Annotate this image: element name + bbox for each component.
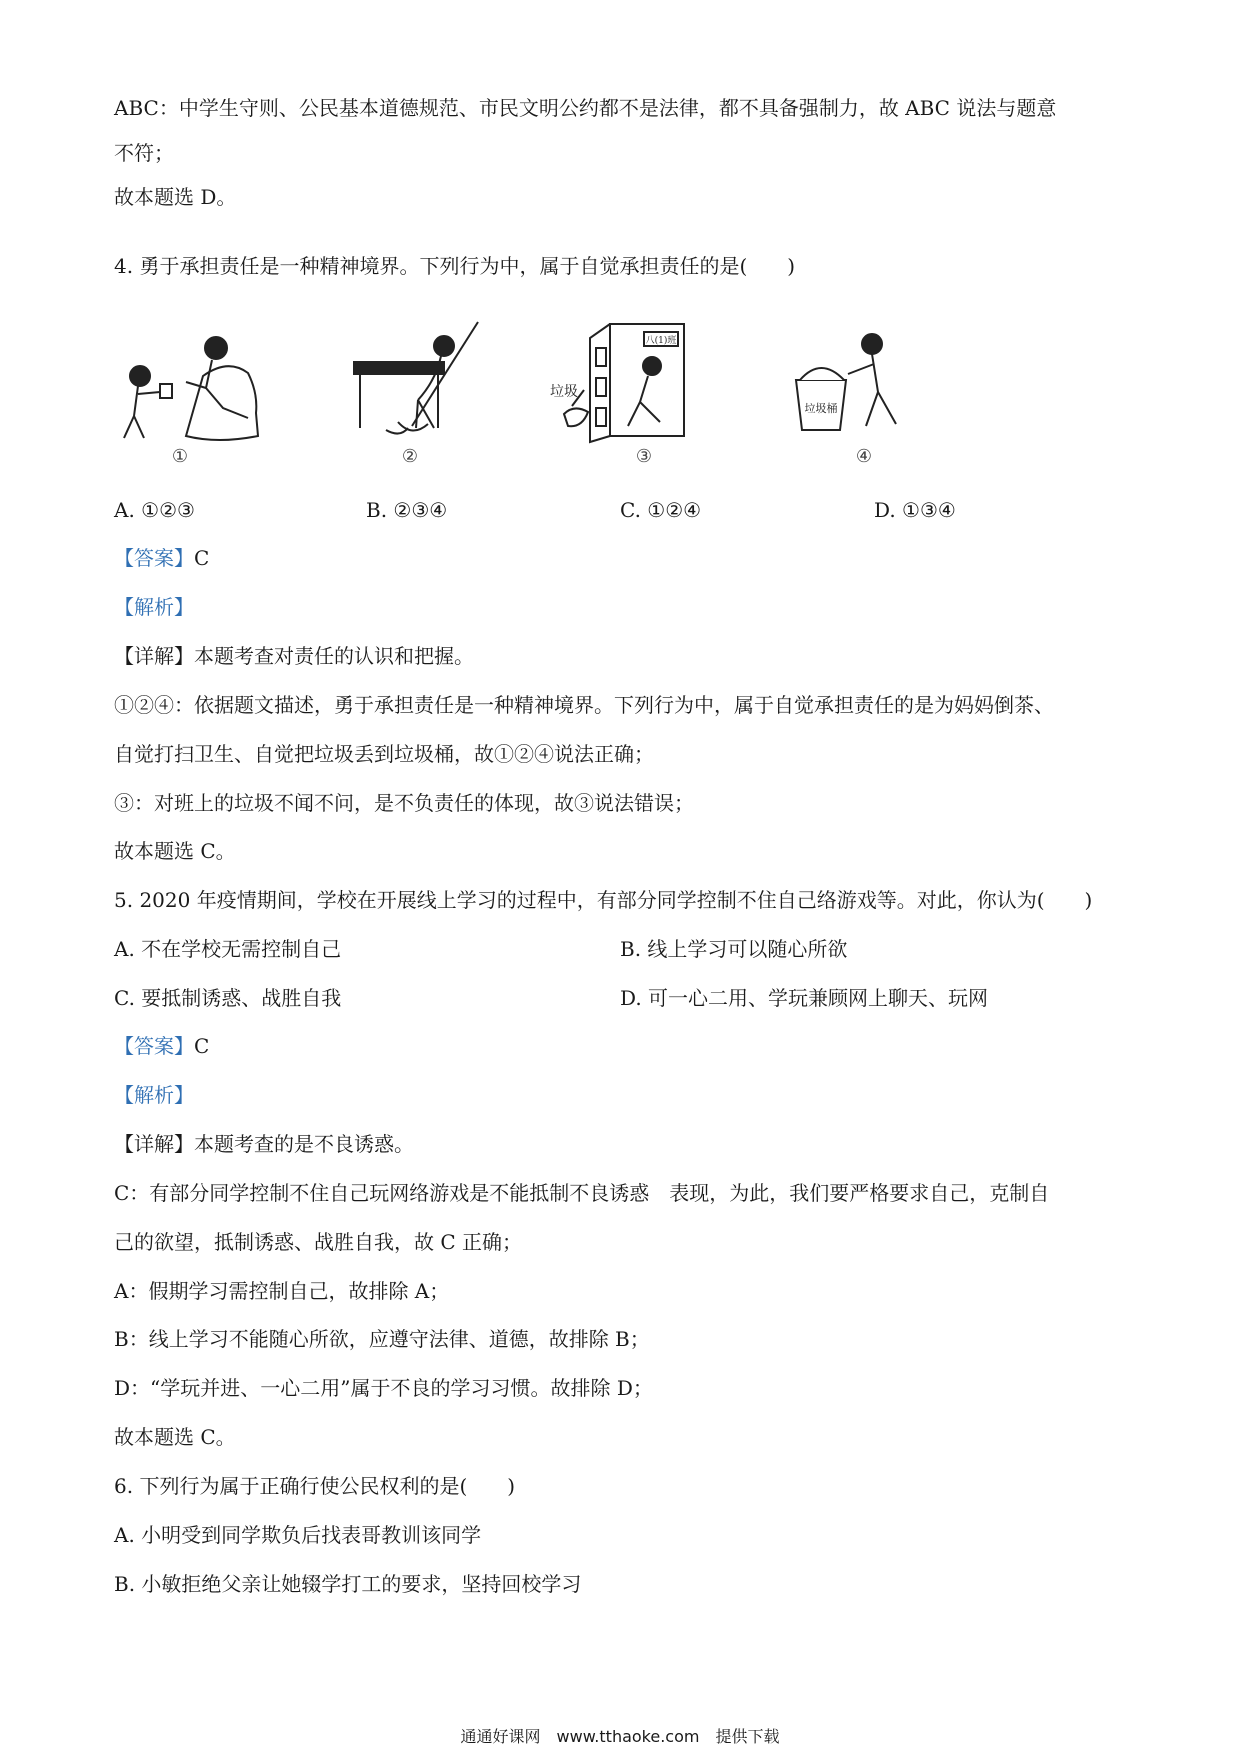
- q5-explanation: 己的欲望，抵制诱惑、战胜自我，故 C 正确；: [114, 1230, 523, 1254]
- q5-detail: [114, 1130, 414, 1158]
- explanation-line: ABC：中学生守则、公民基本道德规范、市民文明公约都不是法律，都不具备强制力，故 ABC 说法与题意: [114, 96, 1057, 120]
- page-footer[interactable]: 通通好课网 www.tthaoke.com 提供下载: [460, 1727, 780, 1746]
- question-5: 5. 2020 年疫情期间，学校在开展线上学习的过程中，有部分同学控制不住自己络游戏等。对此，你认为( ): [114, 888, 1093, 912]
- q5-option-c: C. 要抵制诱惑、战胜自我: [114, 986, 342, 1010]
- q4-option-a: A. ①②③: [114, 498, 195, 522]
- q4-explanation: 自觉打扫卫生、自觉把垃圾丢到垃圾桶，故①②④说法正确；: [114, 742, 654, 766]
- q4-option-d: D. ①③④: [874, 498, 956, 522]
- q6-option-a: A. 小明受到同学欺负后找表哥教训该同学: [114, 1523, 482, 1547]
- answer-value: C: [194, 546, 210, 570]
- q5-explanation: C：有部分同学控制不住自己玩网络游戏是不能抵制不良诱惑 表现，为此，我们要严格要求自己，克制自: [114, 1181, 1050, 1205]
- q5-option-d: D. 可一心二用、学玩兼顾网上聊天、玩网: [620, 986, 989, 1010]
- conclusion-line: 故本题选 D。: [114, 185, 237, 209]
- q4-option-c: C. ①②④: [620, 498, 702, 522]
- picture-2-sweep: [346, 318, 516, 466]
- q4-explanation: ③：对班上的垃圾不闻不问，是不负责任的体现，故③说法错误；: [114, 791, 694, 815]
- q4-explanation: ①②④：依据题文描述，勇于承担责任是一种精神境界。下列行为中，属于自觉承担责任的是为妈妈倒茶、: [114, 693, 1054, 717]
- question-4: 4. 勇于承担责任是一种精神境界。下列行为中，属于自觉承担责任的是( ): [114, 254, 796, 278]
- q4-conclusion: 故本题选 C。: [114, 839, 236, 863]
- picture-4-throw-trash: [786, 318, 956, 466]
- picture-label: ①: [171, 446, 189, 466]
- q4-answer: [114, 544, 209, 572]
- q4-detail: [114, 642, 474, 670]
- q4-analysis-tag: 【解析】: [114, 595, 194, 619]
- picture-label: ④: [855, 446, 873, 466]
- answer-tag: 【答案】: [114, 546, 194, 570]
- q4-option-b: B. ②③④: [366, 498, 448, 522]
- answer-tag: 【答案】: [114, 1034, 194, 1058]
- picture-3-ignore-trash: [548, 318, 718, 466]
- q5-explanation: D：“学玩并进、一心二用”属于不良的学习习惯。故排除 D；: [114, 1376, 653, 1400]
- picture-label: ③: [635, 446, 653, 466]
- trash-sign: 垃圾: [550, 384, 578, 400]
- trash-bin-label: 垃圾桶: [804, 402, 838, 415]
- q5-option-b: B. 线上学习可以随心所欲: [620, 937, 848, 961]
- q5-answer: [114, 1032, 209, 1060]
- answer-value: C: [194, 1034, 210, 1058]
- detail-text: 本题考查对责任的认识和把握。: [194, 644, 474, 668]
- detail-tag: 【详解】: [114, 1132, 194, 1156]
- detail-tag: 【详解】: [114, 644, 194, 668]
- question-6: 6. 下列行为属于正确行使公民权利的是( ): [114, 1474, 516, 1498]
- q5-conclusion: 故本题选 C。: [114, 1425, 236, 1449]
- picture-1-pour-tea: [108, 318, 278, 466]
- q5-option-a: A. 不在学校无需控制自己: [114, 937, 342, 961]
- explanation-line: 不符；: [114, 141, 174, 165]
- door-sign: 八(1)班: [645, 336, 677, 346]
- detail-text: 本题考查的是不良诱惑。: [194, 1132, 414, 1156]
- q5-explanation: A：假期学习需控制自己，故排除 A；: [114, 1279, 450, 1303]
- picture-label: ②: [401, 446, 419, 466]
- q5-explanation: B：线上学习不能随心所欲，应遵守法律、道德，故排除 B；: [114, 1327, 650, 1351]
- q6-option-b: B. 小敏拒绝父亲让她辍学打工的要求，坚持回校学习: [114, 1572, 582, 1596]
- q5-analysis-tag: 【解析】: [114, 1083, 194, 1107]
